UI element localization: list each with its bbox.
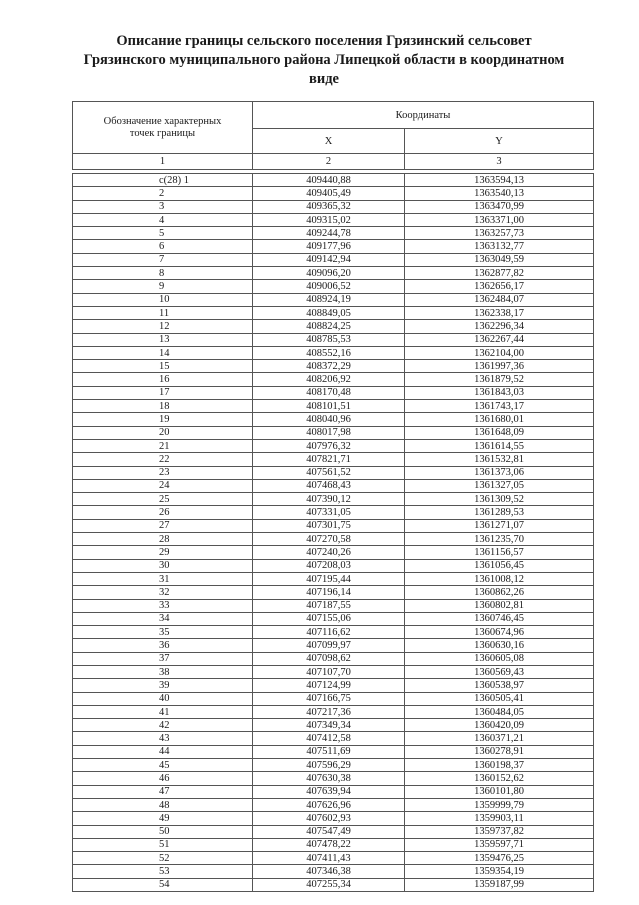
x-cell: 407821,71 <box>253 453 405 466</box>
document-title <box>60 32 588 89</box>
x-cell: 408040,96 <box>253 413 405 426</box>
point-cell: 17 <box>73 386 253 399</box>
point-cell: с(28) 1 <box>73 174 253 187</box>
y-cell: 1360538,97 <box>405 679 594 692</box>
y-cell: 1360484,05 <box>405 705 594 718</box>
x-cell: 407349,34 <box>253 719 405 732</box>
table-row <box>73 187 594 200</box>
table-row <box>73 745 594 758</box>
x-cell: 407630,38 <box>253 772 405 785</box>
table-row <box>73 506 594 519</box>
y-cell: 1360198,37 <box>405 759 594 772</box>
table-row <box>73 213 594 226</box>
table-row <box>73 174 594 187</box>
table-row <box>73 812 594 825</box>
point-cell: 31 <box>73 572 253 585</box>
y-cell: 1361373,06 <box>405 466 594 479</box>
y-cell: 1362338,17 <box>405 306 594 319</box>
y-cell: 1360371,21 <box>405 732 594 745</box>
point-cell: 18 <box>73 400 253 413</box>
x-cell: 407301,75 <box>253 519 405 532</box>
y-cell: 1359476,25 <box>405 852 594 865</box>
x-cell: 407511,69 <box>253 745 405 758</box>
y-cell: 1363594,13 <box>405 174 594 187</box>
table-row <box>73 572 594 585</box>
table-row <box>73 200 594 213</box>
point-cell: 20 <box>73 426 253 439</box>
table-row <box>73 732 594 745</box>
table-row <box>73 719 594 732</box>
point-cell: 28 <box>73 533 253 546</box>
x-cell: 407255,34 <box>253 878 405 891</box>
x-cell: 407099,97 <box>253 639 405 652</box>
y-cell: 1361289,53 <box>405 506 594 519</box>
table-row <box>73 479 594 492</box>
table-row <box>73 639 594 652</box>
header-y: Y <box>405 129 594 154</box>
table-row <box>73 878 594 891</box>
point-cell: 38 <box>73 665 253 678</box>
point-cell: 13 <box>73 333 253 346</box>
point-cell: 47 <box>73 785 253 798</box>
table-row <box>73 253 594 266</box>
point-cell: 27 <box>73 519 253 532</box>
y-cell: 1362877,82 <box>405 267 594 280</box>
table-row <box>73 227 594 240</box>
x-cell: 407976,32 <box>253 439 405 452</box>
table-row <box>73 665 594 678</box>
point-cell: 36 <box>73 639 253 652</box>
table-row <box>73 785 594 798</box>
table-row <box>73 320 594 333</box>
table-row <box>73 626 594 639</box>
point-cell: 24 <box>73 479 253 492</box>
point-cell: 33 <box>73 599 253 612</box>
x-cell: 407240,26 <box>253 546 405 559</box>
y-cell: 1361614,55 <box>405 439 594 452</box>
point-cell: 48 <box>73 798 253 811</box>
table-row <box>73 652 594 665</box>
y-cell: 1360605,08 <box>405 652 594 665</box>
point-cell: 43 <box>73 732 253 745</box>
table-row <box>73 825 594 838</box>
coordinates-table-body <box>72 173 594 892</box>
title-line-2: Грязинского муниципального района Липецкой области в координатном <box>83 52 565 68</box>
table-row <box>73 293 594 306</box>
x-cell: 408824,25 <box>253 320 405 333</box>
table-row <box>73 798 594 811</box>
point-cell: 21 <box>73 439 253 452</box>
y-cell: 1361743,17 <box>405 400 594 413</box>
table-row <box>73 439 594 452</box>
y-cell: 1362296,34 <box>405 320 594 333</box>
header-coordinates: Координаты <box>253 102 594 129</box>
y-cell: 1361680,01 <box>405 413 594 426</box>
x-cell: 407187,55 <box>253 599 405 612</box>
x-cell: 409365,32 <box>253 200 405 213</box>
point-cell: 16 <box>73 373 253 386</box>
x-cell: 408849,05 <box>253 306 405 319</box>
y-cell: 1363371,00 <box>405 213 594 226</box>
table-row <box>73 346 594 359</box>
point-cell: 45 <box>73 759 253 772</box>
y-cell: 1361532,81 <box>405 453 594 466</box>
table-row <box>73 546 594 559</box>
x-cell: 409096,20 <box>253 267 405 280</box>
table-row <box>73 267 594 280</box>
x-cell: 407547,49 <box>253 825 405 838</box>
point-cell: 9 <box>73 280 253 293</box>
table-row <box>73 559 594 572</box>
table-row <box>73 453 594 466</box>
x-cell: 407412,58 <box>253 732 405 745</box>
x-cell: 407468,43 <box>253 479 405 492</box>
point-cell: 37 <box>73 652 253 665</box>
x-cell: 407411,43 <box>253 852 405 865</box>
point-cell: 46 <box>73 772 253 785</box>
x-cell: 408785,53 <box>253 333 405 346</box>
point-cell: 5 <box>73 227 253 240</box>
x-cell: 407346,38 <box>253 865 405 878</box>
y-cell: 1360630,16 <box>405 639 594 652</box>
table-row <box>73 533 594 546</box>
table-row <box>73 493 594 506</box>
table-row <box>73 612 594 625</box>
y-cell: 1360802,81 <box>405 599 594 612</box>
x-cell: 407596,29 <box>253 759 405 772</box>
x-cell: 407217,36 <box>253 705 405 718</box>
x-cell: 407116,62 <box>253 626 405 639</box>
point-cell: 30 <box>73 559 253 572</box>
table-row <box>73 692 594 705</box>
y-cell: 1359187,99 <box>405 878 594 891</box>
table-row <box>73 838 594 851</box>
x-cell: 407331,05 <box>253 506 405 519</box>
y-cell: 1361997,36 <box>405 360 594 373</box>
y-cell: 1362267,44 <box>405 333 594 346</box>
point-cell: 41 <box>73 705 253 718</box>
x-cell: 407155,06 <box>253 612 405 625</box>
y-cell: 1360152,62 <box>405 772 594 785</box>
table-row <box>73 852 594 865</box>
y-cell: 1359999,79 <box>405 798 594 811</box>
point-cell: 51 <box>73 838 253 851</box>
table-row <box>73 333 594 346</box>
x-cell: 407561,52 <box>253 466 405 479</box>
table-row <box>73 679 594 692</box>
x-cell: 407602,93 <box>253 812 405 825</box>
point-cell: 32 <box>73 586 253 599</box>
table-row <box>73 586 594 599</box>
header-point-designation: Обозначение характерных точек границы <box>73 102 253 154</box>
point-cell: 8 <box>73 267 253 280</box>
header-col-number-2: 2 <box>253 154 405 170</box>
point-cell: 52 <box>73 852 253 865</box>
y-cell: 1363132,77 <box>405 240 594 253</box>
y-cell: 1360674,96 <box>405 626 594 639</box>
point-cell: 14 <box>73 346 253 359</box>
y-cell: 1359737,82 <box>405 825 594 838</box>
x-cell: 409440,88 <box>253 174 405 187</box>
table-row <box>73 280 594 293</box>
coordinates-table-header <box>72 101 594 170</box>
y-cell: 1361879,52 <box>405 373 594 386</box>
point-cell: 3 <box>73 200 253 213</box>
y-cell: 1363257,73 <box>405 227 594 240</box>
point-cell: 29 <box>73 546 253 559</box>
x-cell: 409405,49 <box>253 187 405 200</box>
y-cell: 1360746,45 <box>405 612 594 625</box>
point-cell: 40 <box>73 692 253 705</box>
x-cell: 407098,62 <box>253 652 405 665</box>
x-cell: 408170,48 <box>253 386 405 399</box>
y-cell: 1360569,43 <box>405 665 594 678</box>
x-cell: 407626,96 <box>253 798 405 811</box>
x-cell: 407124,99 <box>253 679 405 692</box>
point-cell: 34 <box>73 612 253 625</box>
point-cell: 35 <box>73 626 253 639</box>
table-row <box>73 426 594 439</box>
x-cell: 408017,98 <box>253 426 405 439</box>
y-cell: 1362104,00 <box>405 346 594 359</box>
point-cell: 10 <box>73 293 253 306</box>
x-cell: 409244,78 <box>253 227 405 240</box>
point-cell: 49 <box>73 812 253 825</box>
x-cell: 407196,14 <box>253 586 405 599</box>
y-cell: 1363540,13 <box>405 187 594 200</box>
table-row <box>73 400 594 413</box>
x-cell: 408372,29 <box>253 360 405 373</box>
y-cell: 1359903,11 <box>405 812 594 825</box>
table-row <box>73 360 594 373</box>
x-cell: 408924,19 <box>253 293 405 306</box>
x-cell: 409177,96 <box>253 240 405 253</box>
point-cell: 11 <box>73 306 253 319</box>
point-cell: 7 <box>73 253 253 266</box>
y-cell: 1362484,07 <box>405 293 594 306</box>
y-cell: 1361327,05 <box>405 479 594 492</box>
x-cell: 407478,22 <box>253 838 405 851</box>
table-row <box>73 240 594 253</box>
y-cell: 1363049,59 <box>405 253 594 266</box>
y-cell: 1363470,99 <box>405 200 594 213</box>
table-row <box>73 306 594 319</box>
point-cell: 53 <box>73 865 253 878</box>
y-cell: 1361843,03 <box>405 386 594 399</box>
table-row <box>73 519 594 532</box>
y-cell: 1362656,17 <box>405 280 594 293</box>
y-cell: 1361648,09 <box>405 426 594 439</box>
table-row <box>73 705 594 718</box>
x-cell: 408206,92 <box>253 373 405 386</box>
x-cell: 407270,58 <box>253 533 405 546</box>
x-cell: 407639,94 <box>253 785 405 798</box>
point-cell: 26 <box>73 506 253 519</box>
point-cell: 6 <box>73 240 253 253</box>
point-cell: 39 <box>73 679 253 692</box>
table-row <box>73 759 594 772</box>
x-cell: 409142,94 <box>253 253 405 266</box>
point-cell: 2 <box>73 187 253 200</box>
y-cell: 1360420,09 <box>405 719 594 732</box>
x-cell: 408552,16 <box>253 346 405 359</box>
table-row <box>73 373 594 386</box>
x-cell: 407166,75 <box>253 692 405 705</box>
x-cell: 407107,70 <box>253 665 405 678</box>
table-row <box>73 865 594 878</box>
y-cell: 1359354,19 <box>405 865 594 878</box>
y-cell: 1361309,52 <box>405 493 594 506</box>
table-row <box>73 599 594 612</box>
y-cell: 1361056,45 <box>405 559 594 572</box>
y-cell: 1361156,57 <box>405 546 594 559</box>
table-row <box>73 386 594 399</box>
y-cell: 1361271,07 <box>405 519 594 532</box>
point-cell: 50 <box>73 825 253 838</box>
table-row <box>73 413 594 426</box>
x-cell: 409006,52 <box>253 280 405 293</box>
point-cell: 25 <box>73 493 253 506</box>
y-cell: 1360278,91 <box>405 745 594 758</box>
point-cell: 54 <box>73 878 253 891</box>
x-cell: 408101,51 <box>253 400 405 413</box>
title-line-3: виде <box>309 71 339 87</box>
point-cell: 44 <box>73 745 253 758</box>
point-cell: 19 <box>73 413 253 426</box>
header-col-number-3: 3 <box>405 154 594 170</box>
y-cell: 1361235,70 <box>405 533 594 546</box>
table-row <box>73 466 594 479</box>
point-cell: 4 <box>73 213 253 226</box>
point-cell: 12 <box>73 320 253 333</box>
y-cell: 1360862,26 <box>405 586 594 599</box>
header-col-number-1: 1 <box>73 154 253 170</box>
point-cell: 42 <box>73 719 253 732</box>
table-row <box>73 772 594 785</box>
point-cell: 22 <box>73 453 253 466</box>
y-cell: 1361008,12 <box>405 572 594 585</box>
y-cell: 1359597,71 <box>405 838 594 851</box>
x-cell: 409315,02 <box>253 213 405 226</box>
y-cell: 1360505,41 <box>405 692 594 705</box>
x-cell: 407390,12 <box>253 493 405 506</box>
point-cell: 15 <box>73 360 253 373</box>
point-cell: 23 <box>73 466 253 479</box>
x-cell: 407195,44 <box>253 572 405 585</box>
y-cell: 1360101,80 <box>405 785 594 798</box>
x-cell: 407208,03 <box>253 559 405 572</box>
title-line-1: Описание границы сельского поселения Грязинский сельсовет <box>116 33 532 49</box>
header-x: X <box>253 129 405 154</box>
